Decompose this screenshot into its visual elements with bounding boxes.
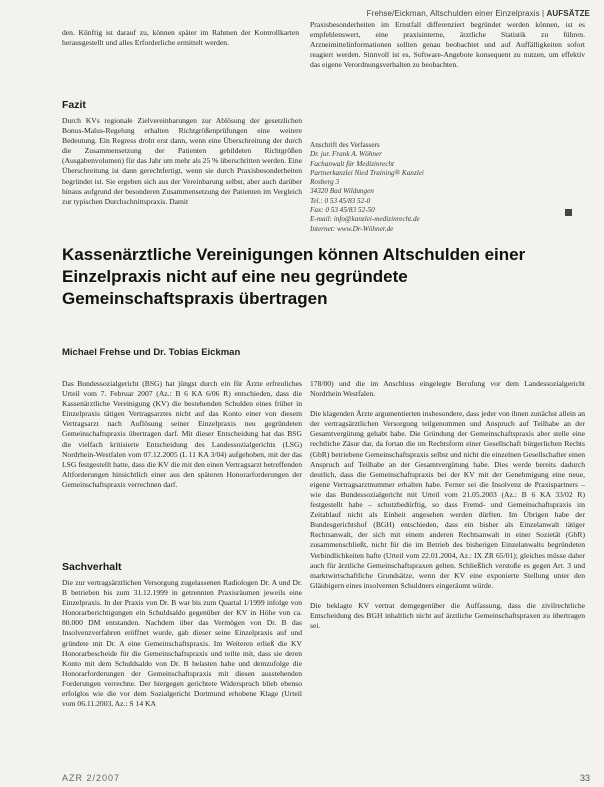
footer-journal: AZR 2/2007 — [62, 773, 121, 783]
address-fax: Fax: 0 53 45/83 52-50 — [310, 206, 375, 215]
running-head-separator: | — [542, 9, 545, 18]
address-name: Dr. jur. Frank A. Wöhner — [310, 150, 382, 159]
right-paragraph-b: Die klagenden Ärzte argumentierten insbesondere, dass jeder von ihnen zunächst allein an der vertragsärztlichen Versorgung teilgenommen und Anspruch auf Teilhabe an der Gesamtvergütung gehabt habe. Die Gründung der Gemeinschaftspraxis aber stelle eine rechtliche Zäsur dar, da fortan die im Rechtsform einer Gesellschaft bürgerlichen Rechts (GbR) betriebene Gemeinschaftspraxis selbst und nicht die einzelnen Gesellschafter einen Anspruch auf Teilhabe an der Gesamtvergütung habe. Dies werde bereits dadurch deutlich, dass die Gemeinschaftspraxis bei der KV mit der Genehmigung eine neue, eigene Vertragsarztnummer erhalten habe. Ferner sei die Insolvenz de Praxispartners – wie das Bundessozialgericht mit Urteil vom 21.05.2003 (Az.: B 6 KA 33/02 R) festgestellt habe – schutzbedürftig, so dass Fremd- und Gemeinschaftspraxis im Zeitablauf nicht als Einheit angesehen werden dürften. Im Übrigen habe der Bundesgerichtshof (BGH) entschieden, dass ein bisher als Einzelanwalt tätiger Rechtsanwalt, der sich mit einem anderen Rechtsanwalt in einer Sozietät (GbR) zusammenschließt, nicht für die im Betrieb des bisherigen Einzelanwalts begründeten Verbindlichkeiten hafte (Urteil vom 22.01.2004, Az.: IX ZR 65/01); gleiches müsse daher auch für ärztliche Gemeinschaftspraxen gelten. Schließlich verstoße es gegen Art. 3 und marktwirtschaftliche Grundsätze, wenn der KV eine exponierte Stellung unter den Gläubigern eines insolventen Schuldners eingeräumt würde. — [310, 409, 585, 590]
address-role: Fachanwalt für Medizinrecht — [310, 159, 394, 168]
address-firm: Partnerkanzlei Nied Training® Kanzlei — [310, 168, 424, 177]
author-address — [310, 141, 530, 234]
address-web: Internet: www.Dr-Wöhner.de — [310, 224, 394, 233]
continuation-text — [62, 28, 299, 48]
address-email: E-mail: info@kanzlei-medizinrecht.de — [310, 215, 420, 224]
running-head-title: Frehse/Eickman, Altschulden einer Einzelpraxis — [366, 9, 540, 18]
address-street: Rosberg 3 — [310, 178, 340, 187]
sachverhalt-body — [62, 578, 302, 709]
fazit-paragraph: Durch KVs regionale Zielvereinbarungen zur Ablösung der gesetzlichen Bonus-Malus-Regelung erhalten Richtgrößenprüfungen eine weitere Bedeutung. Ein Regress droht erst dann, wenn eine Überschreitung der durch die Zusammensetzung der Patienten gebildeten Richtgrößen (Ausgabenvolumen) für das Jahr um mehr als 25 % überschritten werden. Eine Überschreitung ist dann gerechtfertigt, wenn sie durch Praxisbesonderheiten begründet ist. Sie ergeben sich aus der Vereinbarung selbst, aber auch darüber hinaus aufgrund der besonderen Zusammensetzung der Patienten im Vergleich zur typischen Durchschnittspraxis. Damit — [62, 116, 302, 206]
fazit-body — [62, 116, 302, 207]
right-paragraph-a: 178/00) und die im Anschluss eingelegte Berufung vor dem Landessozialgericht Nordrhein Westfalen. — [310, 379, 585, 399]
article-title: Kassenärztliche Vereinigungen können Altschulden einer Einzelpraxis nicht auf eine neu gegründete Gemeinschaftspraxis übertragen — [62, 245, 526, 308]
right-top-paragraph: Praxisbesonderheiten im Ernstfall differenziert begründet werden können, ist es empfehlenswert, eine praxisinterne, ärztliche Statistik zu führen. Arzneimittelinformationen sollten genau beobachtet und auf Auffälligkeiten sofort reagiert werden. Sinnvoll ist es, Software-Angebote konsequent zu nutzen, um effektiv das eigene Verordnungsverhalten zu beobachten. — [310, 20, 585, 70]
running-head — [367, 9, 590, 18]
fazit-heading: Fazit — [62, 99, 86, 111]
sachverhalt-paragraph: Die zur vertragsärztlichen Versorgung zugelassenen Radiologen Dr. A und Dr. B betrieben bis zum 31.12.1999 in getrennten Praxisräumen jeweils eine Einzelpraxis. In der Praxis von Dr. B war bis zum Quartal 1/1999 infolge von Honorarberichtigungen ein Schuldsaldo gegenüber der KV in Höhe von ca. 80.000 DM entstanden. Nachdem über das Vermögen von Dr. B das Insolvenzverfahren eröffnet wurde, gab dieser seine Einzelpraxis auf und gründete mit Dr. A eine Gemeinschaftspraxis. Im Weiteren erließ die KV Honorarbescheide für die Gemeinschaftspraxis und teilte mit, dass sie deren Konto mit dem Schuldsaldo von Dr. B belasten habe und demzufolge die Honorarforderungen der Gemeinschaftspraxis mit diesen ausstehenden Forderungen verrechne. Der hiergegen gerichtete Widerspruch blieb ebenso erfolglos wie die vor dem Sozialgericht Dortmund erhobene Klage (Urteil vom 06.11.2003, Az.: S 14 KA — [62, 578, 302, 709]
address-tel: Tel.: 0 53 45/83 52-0 — [310, 196, 371, 205]
end-of-article-square-icon — [565, 209, 572, 216]
intro-paragraph: Das Bundessozialgericht (BSG) hat jüngst durch ein für Ärzte erfreuliches Urteil vom 7. Februar 2007 (Az.: B 6 KA 6/06 R) entschieden, dass die Kassenärztliche Vereinigung (KV) die bestehenden Schulden eines früher in Einzelpraxis tätigen Vertragsarztes nicht auf das Konto einer von diesem Vertragsarzt nach Auflösung seiner Einzelpraxis neu gegründeten Gemeinschaftspraxis übertragen darf. Mit dieser Entscheidung hat das BSG die vielfach kritisierte Entscheidung des Landessozialgerichts (LSG) Nordrhein-Westfalen vom 07.12.2005 (L 11 KA 3/04) aufgehoben, mit der das LSG festgestellt hatte, dass die KV die mit den einen Vertragsarzt betreffenden Altforderungen hinsichtlich einer aus den späteren Honorarforderungen der Gemeinschaftspraxis verrechnen darf. — [62, 379, 302, 489]
article-authors: Michael Frehse und Dr. Tobias Eickman — [62, 347, 241, 358]
article-right-column — [310, 379, 585, 631]
footer-page-number: 33 — [579, 773, 590, 783]
right-top-text — [310, 20, 585, 70]
right-paragraph-c: Die beklagte KV vertrat demgegenüber die Auffassung, dass die zivilrechtliche Entscheidung des BGH inhaltlich nicht auf ärztliche Gemeinschaftspraxen zu übertragen sei. — [310, 600, 585, 631]
running-head-section: AUFSÄTZE — [546, 9, 590, 18]
article-intro — [62, 379, 302, 490]
address-city: 34320 Bad Wildungen — [310, 187, 374, 196]
continuation-paragraph: den. Künftig ist darauf zu, können später im Rahmen der Kontrollkarten herausgestellt und alles Erforderliche ermittelt werden. — [62, 28, 299, 48]
address-label: Anschrift des Verfassers — [310, 141, 380, 149]
sachverhalt-heading: Sachverhalt — [62, 561, 122, 573]
